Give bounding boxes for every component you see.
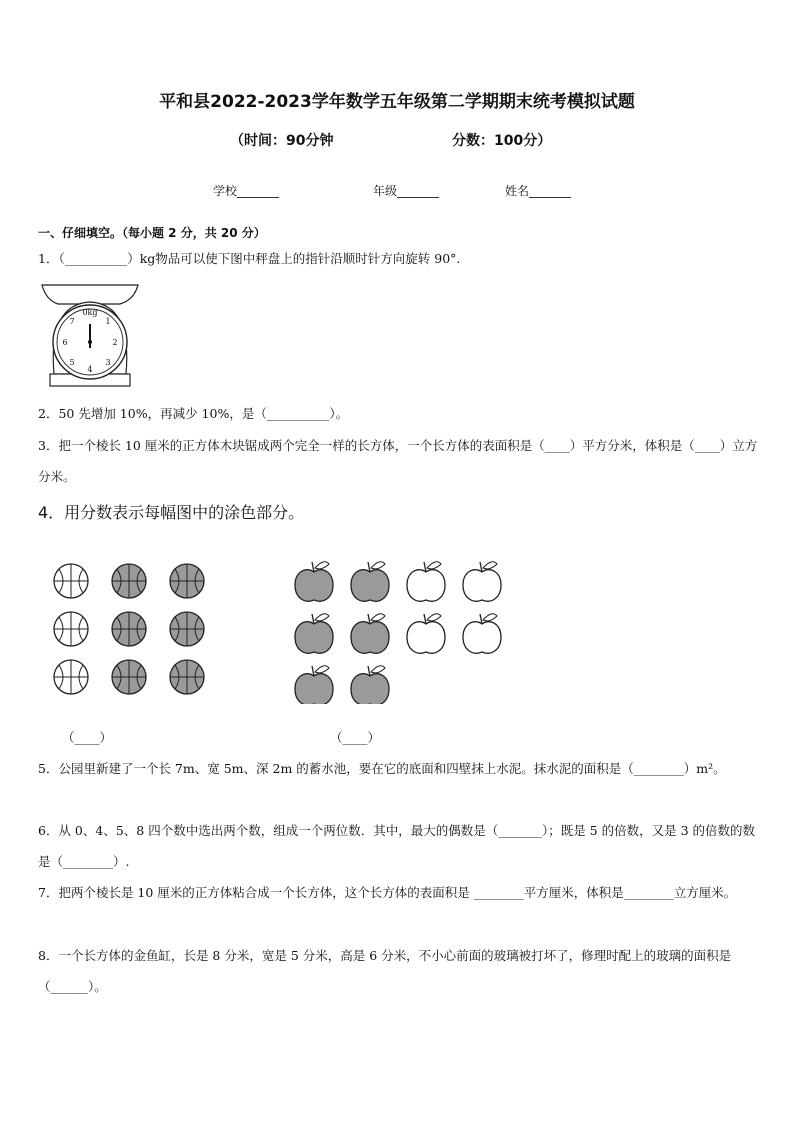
basketball-icon bbox=[170, 612, 204, 646]
apple-icon bbox=[463, 614, 501, 653]
basketball-icon bbox=[112, 612, 146, 646]
question-2: 2．50 先增加 10%，再减少 10%，是（__________）。 bbox=[38, 406, 349, 421]
basketball-icon bbox=[54, 660, 88, 694]
dial-number-4: 4 bbox=[87, 365, 93, 374]
apple-icon bbox=[295, 614, 333, 653]
basketball-icon bbox=[112, 564, 146, 598]
apple-icon bbox=[351, 614, 389, 653]
apple-icon bbox=[407, 562, 445, 601]
apple-icon bbox=[351, 666, 389, 704]
name-field: 姓名_______ bbox=[505, 184, 572, 198]
apple-grid bbox=[290, 556, 510, 704]
kitchen-scale-figure bbox=[40, 282, 145, 394]
q4-answer-right: （____） bbox=[330, 730, 381, 745]
question-6: 6．从 0、4、5、8 四个数中选出两个数，组成一个两位数．其中，最大的偶数是（_______）；既是 5 的倍数，又是 3 的倍数的数是（________）. bbox=[38, 823, 756, 869]
apple-icon bbox=[407, 614, 445, 653]
apple-icon bbox=[463, 562, 501, 601]
school-field: 学校_______ bbox=[213, 184, 280, 198]
dial-number-6: 6 bbox=[62, 338, 68, 347]
scale-zero-label: 0kg bbox=[82, 308, 98, 317]
basketball-icon bbox=[112, 660, 146, 694]
question-1: 1．（__________）kg物品可以使下图中秤盘上的指针沿顺时针方向旋转 90°. bbox=[38, 251, 461, 266]
basketball-icon bbox=[170, 564, 204, 598]
question-3: 3．把一个棱长 10 厘米的正方体木块锯成两个完全一样的长方体，一个长方体的表面积是（____）平方分米，体积是（____）立方分米。 bbox=[38, 438, 758, 484]
dial-number-1: 1 bbox=[105, 317, 111, 326]
apple-icon bbox=[351, 562, 389, 601]
section-heading: 一、仔细填空。（每小题 2 分，共 20 分） bbox=[38, 226, 266, 240]
question-4: 4．用分数表示每幅图中的涂色部分。 bbox=[38, 503, 305, 522]
basketball-icon bbox=[170, 660, 204, 694]
grade-field: 年级_______ bbox=[373, 184, 440, 198]
page-title: 平和县2022-2023学年数学五年级第二学期期末统考模拟试题 bbox=[159, 92, 635, 112]
question-8: 8．一个长方体的金鱼缸，长是 8 分米，宽是 5 分米，高是 6 分米，不小心前面的玻璃被打坏了，修理时配上的玻璃的面积是（______）。 bbox=[38, 948, 732, 994]
q4-answer-left: （____） bbox=[62, 730, 113, 745]
dial-number-2: 2 bbox=[112, 338, 118, 347]
basketball-grid bbox=[50, 560, 220, 700]
basketball-icon bbox=[54, 612, 88, 646]
question-5: 5．公园里新建了一个长 7m、宽 5m、深 2m 的蓄水池，要在它的底面和四壁抹上水泥。抹水泥的面积是（________）m²。 bbox=[38, 761, 726, 776]
exam-score: 分数：100分） bbox=[452, 133, 552, 149]
apple-icon bbox=[295, 562, 333, 601]
apple-icon bbox=[295, 666, 333, 704]
basketball-icon bbox=[54, 564, 88, 598]
exam-time: （时间：90分钟 bbox=[230, 133, 334, 149]
dial-number-7: 7 bbox=[69, 317, 75, 326]
dial-number-5: 5 bbox=[69, 358, 75, 367]
question-7: 7．把两个棱长是 10 厘米的正方体粘合成一个长方体，这个长方体的表面积是 ________平方厘米，体积是________立方厘米。 bbox=[38, 885, 737, 900]
dial-number-3: 3 bbox=[105, 358, 111, 367]
